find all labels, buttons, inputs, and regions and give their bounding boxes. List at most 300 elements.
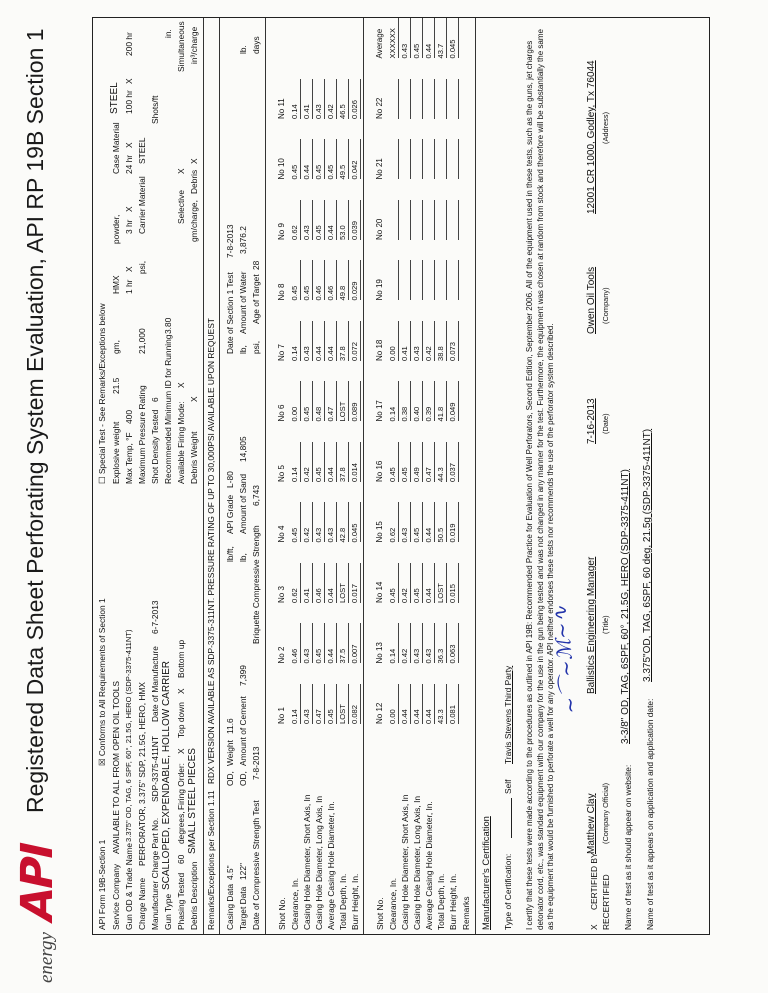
table-cell: LOST	[338, 684, 349, 724]
table-cell: 0.45	[412, 563, 423, 603]
third-party-label: Travis Stevens Third Party	[503, 665, 513, 764]
amount-sand-label: Amount of Sand	[238, 473, 248, 534]
max-temp-value: 400	[124, 410, 134, 424]
conforms-label: Conforms to All Requirements of Section 1	[97, 598, 107, 757]
weight-value: 11.6	[225, 718, 235, 734]
page-title: Registered Data Sheet Perforating System Evaluation, API RP 19B Section 1	[22, 28, 48, 813]
rec-min-id-value: 3.80	[163, 317, 173, 334]
table-cell	[412, 261, 423, 301]
table-cell: 49.5	[338, 140, 349, 180]
column-header: No 5	[277, 465, 286, 482]
casing-data-label: Casing Data	[225, 883, 235, 930]
table-cell: 0.41	[400, 321, 411, 361]
case-material-value: STEEL	[109, 82, 120, 114]
age-target-value: 28	[251, 260, 261, 270]
amount-cement-label: Amount of Cement	[238, 696, 248, 766]
table-cell: 0.14	[388, 624, 399, 664]
table-cell	[436, 200, 447, 240]
table-cell: 0.44	[314, 321, 325, 361]
debris-label: Debris	[189, 169, 199, 194]
table-cell	[448, 79, 459, 119]
table-cell	[424, 79, 435, 119]
table-cell: 37.8	[338, 321, 349, 361]
shots-ft-label: Shots/ft	[150, 95, 160, 124]
top-down-label: Top down	[176, 702, 186, 738]
amount-sand-value: 14,805	[238, 436, 248, 462]
case-material-label: Case Material	[111, 122, 121, 174]
api-grade-label: API Grade	[225, 494, 235, 534]
row-label: Burr Height, In.	[448, 873, 458, 930]
application-name: 3.375"OD, TAG, 6SPF, 60 deg, 21.5g (SDP-3375-411NT)	[642, 428, 653, 682]
table-cell: 0.029	[350, 261, 361, 301]
table-cell: 0.44	[400, 684, 411, 724]
avail-firing-label: Available Firing Mode:	[176, 401, 186, 484]
table-cell: 0.45	[290, 140, 301, 180]
age-target-label: Age of Target	[251, 274, 261, 324]
row-label: Clearance, In.	[388, 877, 398, 930]
table-cell: 41.8	[436, 382, 447, 422]
amount-water-value: 3,876.2	[238, 226, 248, 254]
od-label-2: OD,	[238, 771, 248, 786]
table-cell: 0.44	[424, 684, 435, 724]
table-cell: 0.037	[448, 442, 459, 482]
special-check-mark: ☐	[97, 476, 107, 484]
gm-label: gm,	[111, 340, 121, 354]
amount-cement-value: 7,399	[238, 665, 248, 686]
target-data-label: Target Data	[238, 886, 248, 930]
title-label: (Title)	[601, 615, 610, 634]
rec-min-id-label: Recommended Minimum ID for Running	[163, 334, 173, 484]
table-cell: 0.47	[326, 382, 337, 422]
mfr-part-value: SDP-3375-411NT	[150, 736, 160, 802]
table-cell: 0.14	[290, 79, 301, 119]
table-cell: 0.46	[326, 261, 337, 301]
table-cell: 0.44	[424, 503, 435, 543]
table-cell: 0.073	[448, 321, 459, 361]
cert-statement: I certify that these tests were made according to the procedures as outlined in API 19B: Recommended Practice for Evaluation of Well Perforators, Second Edition, September 2006. All of the equipment used in these tests, such as the guns, jet charges detonator cord, etc., was standard equipment with our company for the use in the gun being tested and was not changed in any manner for the test. Furthermore, the equipment was chosen at random from stock and therefore will be substantially the same as the equipment that would be furnished to perforate a well for any operator. API neither endorses these tests nor recommends the use of the perforator system described.	[525, 29, 555, 930]
selective-x[interactable]: X	[176, 168, 186, 174]
table-cell: 0.45	[412, 19, 423, 59]
table-cell: 0.45	[326, 140, 337, 180]
row-label: Casing Hole Diameter, Long Axis, In	[412, 795, 422, 930]
table-cell: 42.8	[338, 503, 349, 543]
one-hr-label: 1 hr	[124, 279, 134, 294]
table-cell: 0.039	[350, 200, 361, 240]
table-cell: 0.072	[350, 321, 361, 361]
one-hr-x[interactable]: X	[124, 266, 134, 272]
row-label: Casing Hole Diameter, Long Axis, In	[314, 795, 324, 930]
twentyfour-hr-x[interactable]: X	[124, 142, 134, 148]
in-charge-label: in³/charge	[189, 26, 199, 64]
two-hundred-hr-label: 200 hr	[124, 32, 134, 56]
column-header: No 1	[277, 707, 286, 724]
table-cell: 0.45	[388, 563, 399, 603]
explosive-weight-value: 21.5	[111, 377, 121, 394]
table-cell: 0.43	[302, 200, 313, 240]
certified-x[interactable]: X	[589, 924, 599, 930]
table-cell	[424, 200, 435, 240]
service-company-label: Service Company	[111, 863, 121, 930]
table-cell: 0.089	[350, 382, 361, 422]
divider	[265, 18, 266, 934]
cert-company: Owen Oil Tools	[586, 266, 597, 334]
table-cell: 0.43	[314, 503, 325, 543]
table-cell: 0.45	[302, 382, 313, 422]
application-label: Name of test as it appears on application and application date:	[645, 698, 655, 930]
table-cell: 0.44	[412, 684, 423, 724]
website-label: Name of test as it should appear on website:	[623, 764, 633, 930]
max-temp-label: Max Temp, °F	[124, 432, 134, 484]
logo-energy-text: energy	[36, 932, 57, 983]
psi-label: psi,	[137, 260, 147, 274]
company-label: (Company)	[601, 287, 610, 324]
table-cell: 0.045	[350, 503, 361, 543]
column-header: No 20	[375, 218, 384, 240]
table-cell: 0.43	[314, 79, 325, 119]
table-cell: 0.46	[314, 261, 325, 301]
table-cell: 0.42	[400, 563, 411, 603]
max-pressure-value: 21,000	[137, 328, 147, 354]
table-cell: 0.42	[400, 624, 411, 664]
explosive-weight-label: Explosive weight	[111, 421, 121, 484]
column-header: No 6	[277, 404, 286, 422]
cert-title: Ballistics Engineering Manager	[586, 556, 597, 694]
briquette-value: 6,743	[251, 485, 261, 506]
column-header: No 7	[277, 344, 286, 361]
table-cell: 0.62	[388, 503, 399, 543]
table-cell	[400, 261, 411, 301]
table-cell: 37.5	[338, 624, 349, 664]
table-cell: 0.43	[412, 624, 423, 664]
table-cell: 0.62	[290, 563, 301, 603]
column-header: No 9	[277, 223, 286, 240]
column-header: No 21	[375, 158, 384, 180]
recertified-label: RECERTIFIED	[601, 874, 611, 930]
address-label: (Address)	[601, 111, 610, 144]
table-cell: 0.41	[302, 563, 313, 603]
three-hr-label: 3 hr	[124, 219, 134, 234]
table-cell: 36.3	[436, 624, 447, 664]
carrier-material-value: STEEL	[137, 137, 147, 164]
column-header: No 12	[375, 702, 384, 724]
self-label: Self	[503, 779, 513, 794]
table-cell: 0.44	[326, 321, 337, 361]
table-cell: 0.45	[314, 140, 325, 180]
table-cell	[388, 140, 399, 180]
lb1-label: lb,	[238, 553, 248, 562]
table-cell	[436, 140, 447, 180]
table-cell: LOST	[338, 563, 349, 603]
date-mfr-value: 6-7-2013	[150, 600, 160, 634]
form-id: API Form 19B-Section 1	[97, 839, 107, 930]
row-label: Burr Height, In.	[350, 873, 360, 930]
table-cell	[400, 79, 411, 119]
table-cell: 0.14	[290, 321, 301, 361]
table-cell	[448, 200, 459, 240]
table-cell: 0.019	[448, 503, 459, 543]
divider	[475, 18, 476, 934]
table-cell: 0.00	[388, 684, 399, 724]
table-cell: 0.42	[326, 79, 337, 119]
table-cell: 0.43	[400, 503, 411, 543]
row-label: Average Casing Hole Diameter, In.	[424, 801, 434, 930]
row-label: Clearance, In.	[290, 877, 300, 930]
divider	[363, 18, 364, 934]
degrees-label: degrees,	[176, 811, 186, 844]
debris-desc-label: Debris Description	[189, 861, 199, 930]
table-cell	[400, 200, 411, 240]
special-test-label: Special Test - See Remarks/Exceptions below	[97, 303, 107, 475]
table-cell	[436, 79, 447, 119]
table-cell	[412, 79, 423, 119]
debris-weight-x[interactable]: X	[189, 396, 199, 402]
company-official-label: (Company Official)	[601, 782, 610, 844]
table-cell: 0.44	[302, 140, 313, 180]
table-cell: 0.014	[350, 442, 361, 482]
hmx-label: HMX	[111, 275, 121, 294]
table-cell: 0.00	[290, 382, 301, 422]
bottom-up-label: Bottom up	[176, 639, 186, 678]
lb2-label: lb,	[238, 345, 248, 354]
certified-by-label: CERTIFIED BY	[589, 852, 599, 910]
three-hr-x[interactable]: X	[124, 206, 134, 212]
table-cell	[412, 200, 423, 240]
table-cell	[400, 140, 411, 180]
twentyfour-hr-label: 24 hr	[124, 154, 134, 174]
briquette-label: Briquette Compressive Strength	[251, 525, 261, 644]
conforms-checkbox[interactable]	[97, 598, 107, 766]
table-cell: 0.45	[314, 200, 325, 240]
column-header: No 22	[375, 97, 384, 119]
cert-address: 12001 CR 1000, Godley, Tx 76044	[586, 60, 597, 214]
table-cell: 0.49	[412, 442, 423, 482]
form-frame	[92, 17, 710, 935]
shot-density-label: Shot Density Tested	[150, 409, 160, 484]
table-cell: 0.081	[448, 684, 459, 724]
charge-name-value: PERFORATOR, 3.375" SDP, 21.5G, HERO, HMX	[137, 681, 147, 866]
column-header: No 4	[277, 525, 286, 543]
table-cell: 0.45	[326, 684, 337, 724]
conforms-check-mark: ☒	[97, 758, 107, 766]
table-cell: 53.0	[338, 200, 349, 240]
table-cell: 0.45	[290, 503, 301, 543]
table-cell: 0.45	[314, 442, 325, 482]
column-header: No 15	[375, 521, 384, 543]
target-data-value: 122"	[238, 863, 248, 880]
max-pressure-label: Maximum Pressure Rating	[137, 385, 147, 484]
phasing-value: 60	[176, 854, 186, 864]
table-cell: 0.45	[302, 261, 313, 301]
date-comp-label: Date of Compressive Strength Test	[251, 800, 261, 930]
amount-water-label: Amount of Water	[238, 271, 248, 334]
hundred-hr-label: 100 hr	[124, 90, 134, 114]
shot-density-value: 6	[150, 397, 160, 402]
logo-api-text: API	[12, 838, 63, 927]
shot-no-label-2: Shot No.	[375, 897, 385, 930]
table-cell: 0.015	[448, 563, 459, 603]
column-header: No 11	[277, 98, 286, 119]
date-label: (Date)	[601, 413, 610, 434]
table-cell: 0.39	[424, 382, 435, 422]
date-comp-value: 7-8-2013	[251, 746, 261, 780]
table-cell: LOST	[338, 382, 349, 422]
table-cell	[424, 261, 435, 301]
cert-date: 7-16-2013	[586, 398, 597, 444]
table-cell: 0.44	[424, 19, 435, 59]
table-cell: 37.8	[338, 442, 349, 482]
column-header: No 8	[277, 283, 286, 301]
table-cell	[424, 140, 435, 180]
debris-x[interactable]: X	[189, 158, 199, 164]
table-cell	[388, 261, 399, 301]
column-header: No 13	[375, 642, 384, 664]
table-cell	[448, 140, 459, 180]
in-label: in.	[163, 29, 173, 38]
table-cell: 0.042	[350, 140, 361, 180]
column-header: No 19	[375, 279, 384, 301]
table-cell: 0.44	[326, 624, 337, 664]
table-cell: 46.5	[338, 79, 349, 119]
table-cell: 0.43	[302, 624, 313, 664]
row-label: Casing Hole Diameter, Short Axis, In	[400, 794, 410, 930]
table-cell: 0.45	[400, 442, 411, 482]
table-cell: 0.44	[326, 442, 337, 482]
column-header: No 3	[277, 586, 286, 603]
column-header: No 16	[375, 460, 384, 482]
table-cell: 0.00	[388, 321, 399, 361]
table-cell: 0.14	[290, 442, 301, 482]
table-cell: 0.049	[448, 382, 459, 422]
weight-label: Weight	[225, 740, 235, 766]
table-cell: LOST	[436, 563, 447, 603]
table-cell: 0.43	[424, 624, 435, 664]
mfr-cert-heading: Manufacturer's Certification	[480, 816, 491, 930]
table-cell: 0.43	[302, 684, 313, 724]
firing-order-x[interactable]: X	[176, 748, 186, 754]
table-cell: 0.62	[290, 200, 301, 240]
debris-weight-label: Debris Weight	[189, 431, 199, 484]
shot-no-label: Shot No.	[277, 897, 287, 930]
charge-name-label: Charge Name	[137, 877, 147, 930]
self-line	[501, 798, 512, 838]
avail-firing-x[interactable]: X	[176, 382, 186, 388]
table-cell: 0.045	[448, 19, 459, 59]
table-cell: 0.44	[424, 563, 435, 603]
service-company-value: AVAILABLE TO ALL FROM OPEN OIL TOOLS	[111, 681, 121, 854]
firing-order-label: Firing Order:	[176, 762, 186, 810]
table-cell: 0.41	[302, 79, 313, 119]
column-header: No 10	[277, 158, 286, 180]
table-cell: 0.14	[290, 684, 301, 724]
od-label: OD,	[225, 771, 235, 786]
column-header: No 18	[375, 339, 384, 361]
column-header: No 14	[375, 581, 384, 603]
table-cell: XXXXXX	[388, 19, 399, 59]
divider	[219, 18, 220, 934]
casing-data-value: 4.5"	[225, 865, 235, 880]
table-cell: 0.44	[326, 200, 337, 240]
table-cell: 50.5	[436, 503, 447, 543]
table-cell: 0.46	[314, 563, 325, 603]
gun-od-label: Gun OD & Trade Name	[124, 842, 134, 930]
table-cell: 0.45	[290, 261, 301, 301]
hundred-hr-x[interactable]: X	[124, 78, 134, 84]
signature-icon: ~⌒~ℳ~∿	[547, 604, 583, 715]
table-cell: 0.48	[314, 382, 325, 422]
date-test-value: 7-8-2013	[225, 224, 235, 258]
column-header: No 2	[277, 646, 286, 664]
table-cell: 38.8	[436, 321, 447, 361]
remarks2-label: Remarks	[461, 896, 471, 930]
table-cell: 0.43	[400, 19, 411, 59]
top-down-x[interactable]: X	[176, 688, 186, 694]
divider	[203, 18, 204, 934]
table-cell: 0.43	[302, 321, 313, 361]
debris-desc-value: SMALL STEEL PIECES	[187, 748, 198, 854]
carrier-material-label: Carrier Material	[137, 176, 147, 234]
website-name: 3-3/8" OD, TAG, 6SPF, 60°, 21.5G, HERO (SDP-3375-411NT)	[620, 469, 631, 744]
special-test-checkbox[interactable]	[97, 303, 107, 484]
api-energy-logo	[8, 813, 68, 983]
simultaneous-label: Simultaneous	[176, 21, 186, 72]
gun-od-value: 3.375" OD, TAG, 6 SPF, 60°, 21.5G, HERO (SDP-3375-411NT)	[124, 629, 133, 842]
table-cell	[448, 261, 459, 301]
table-cell: 0.017	[350, 563, 361, 603]
table-cell: 0.46	[290, 624, 301, 664]
gun-type-label: Gun Type	[163, 893, 173, 930]
lbft-label: lb/ft,	[225, 546, 235, 562]
table-cell: 0.45	[412, 503, 423, 543]
table-cell: 0.47	[424, 442, 435, 482]
table-cell	[388, 79, 399, 119]
powder-label: powder,	[111, 214, 121, 244]
table-cell: 0.38	[400, 382, 411, 422]
table-cell	[412, 140, 423, 180]
table-cell	[388, 200, 399, 240]
table-cell	[436, 261, 447, 301]
table-cell: 43.3	[436, 684, 447, 724]
remarks-label: Remarks/Exceptions per Section 1.11	[206, 790, 216, 930]
table-cell: 0.063	[448, 624, 459, 664]
table-cell: 43.7	[436, 19, 447, 59]
row-label: Average Casing Hole Diameter, In.	[326, 801, 336, 930]
table-cell: 0.42	[424, 321, 435, 361]
table-cell: 0.43	[326, 503, 337, 543]
row-label: Total Depth, In.	[436, 873, 446, 930]
api-grade-value: L-80	[225, 471, 235, 488]
table-cell: 0.42	[302, 503, 313, 543]
selective-label: Selective	[176, 190, 186, 224]
table-cell: 0.082	[350, 684, 361, 724]
date-mfr-label: Date of Manufacture	[150, 646, 160, 722]
table-cell: 0.40	[412, 382, 423, 422]
table-cell: 0.47	[314, 684, 325, 724]
gun-type-value: SCALLOPED, EXPENDABLE, HOLLOW CARRIER	[161, 661, 172, 890]
table-cell: 0.43	[412, 321, 423, 361]
table-cell: 0.026	[350, 79, 361, 119]
type-cert-label: Type of Certification:	[503, 853, 513, 930]
row-label: Total Depth, In.	[338, 873, 348, 930]
psi2-label: psi,	[251, 340, 261, 354]
table-cell: 0.45	[388, 442, 399, 482]
row-label: Casing Hole Diameter, Short Axis, In	[302, 794, 312, 930]
days-label: days	[251, 36, 261, 54]
lb3-label: lb.	[238, 45, 248, 54]
column-header: No 17	[375, 400, 384, 422]
remarks-value: RDX VERSION AVAILABLE AS SDP-3375-311NT. PRESSURE RATING OF UP TO 30,000PSI AVAILABLE UPON REQUEST	[206, 318, 216, 784]
certified-name: Matthew Clay	[586, 793, 597, 854]
table-cell: 0.007	[350, 624, 361, 664]
